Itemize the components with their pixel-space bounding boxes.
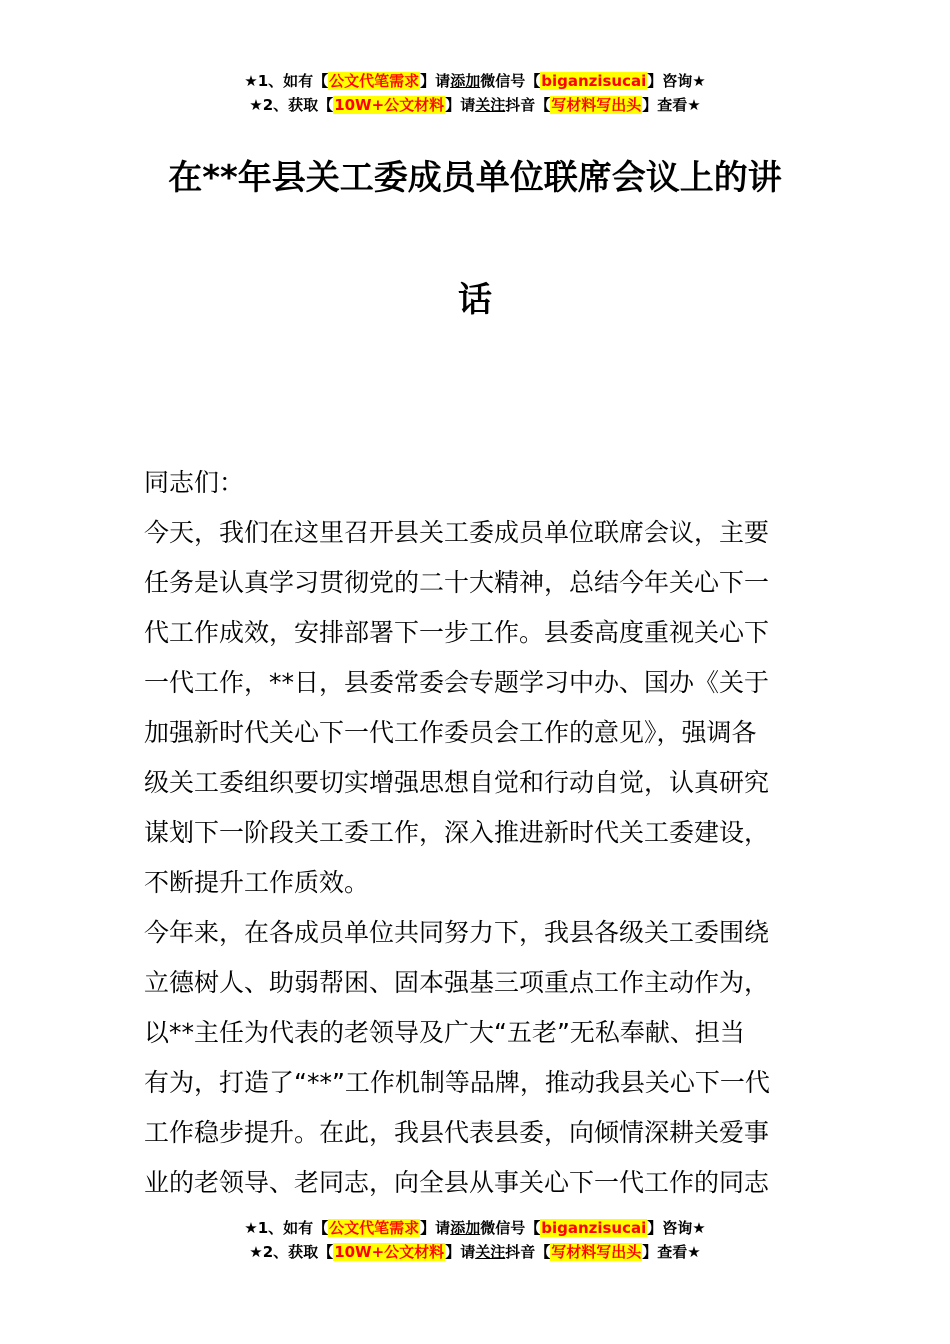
banner-text: 】查看★	[642, 96, 701, 114]
banner-text: ★1、如有【	[244, 72, 329, 90]
document-title-line-1: 在**年县关工委成员单位联席会议上的讲	[168, 158, 782, 198]
body-line: 谋划下一阶段关工委工作，深入推进新时代关工委建设，	[144, 818, 770, 847]
highlight-douyin-account: 写材料写出头	[551, 1243, 642, 1261]
header-banner-line-1	[0, 69, 950, 93]
body-line: 立德树人、助弱帮困、固本强基三项重点工作主动作为，	[144, 968, 770, 997]
body-line: 任务是认真学习贯彻党的二十大精神，总结今年关心下一	[144, 568, 770, 597]
footer-banner-line-2	[0, 1240, 950, 1264]
banner-text: 】请	[445, 96, 476, 114]
banner-text: 】请	[420, 1219, 451, 1237]
highlight-service: 公文代笔需求	[329, 72, 420, 90]
banner-text: 】请	[445, 1243, 476, 1261]
body-line: 一代工作，**日，县委常委会专题学习中办、国办《关于	[144, 668, 770, 697]
document-title-line-2: 话	[458, 280, 492, 320]
banner-underline: 关注	[475, 1243, 506, 1261]
highlight-materials: 10W+公文材料	[334, 1243, 445, 1261]
banner-text: 抖音【	[505, 1243, 551, 1261]
banner-text: ★2、获取【	[249, 1243, 334, 1261]
banner-text: 】咨询★	[647, 72, 706, 90]
highlight-materials: 10W+公文材料	[334, 96, 445, 114]
body-line: 级关工委组织要切实增强思想自觉和行动自觉，认真研究	[144, 768, 770, 797]
header-banner-line-2	[0, 93, 950, 117]
body-line: 工作稳步提升。在此，我县代表县委，向倾情深耕关爱事	[144, 1118, 770, 1147]
salutation: 同志们：	[144, 468, 245, 497]
banner-text: ★1、如有【	[244, 1219, 329, 1237]
body-line: 今天，我们在这里召开县关工委成员单位联席会议，主要	[144, 518, 770, 547]
highlight-douyin-account: 写材料写出头	[551, 96, 642, 114]
banner-underline: 关注	[475, 96, 506, 114]
document-body	[144, 458, 808, 1208]
highlight-service: 公文代笔需求	[329, 1219, 420, 1237]
body-line: 不断提升工作质效。	[144, 868, 370, 897]
banner-text: 】请	[420, 72, 451, 90]
banner-text: ★2、获取【	[249, 96, 334, 114]
banner-text: 】查看★	[642, 1243, 701, 1261]
banner-text: 】咨询★	[647, 1219, 706, 1237]
footer-banner-line-1	[0, 1216, 950, 1240]
body-line: 代工作成效，安排部署下一步工作。县委高度重视关心下	[144, 618, 770, 647]
banner-underline: 添加	[450, 72, 481, 90]
body-line: 以**主任为代表的老领导及广大“五老”无私奉献、担当	[144, 1018, 745, 1047]
banner-text: 微信号【	[480, 72, 541, 90]
body-line: 加强新时代关心下一代工作委员会工作的意见》，强调各	[144, 718, 757, 747]
body-line: 今年来，在各成员单位共同努力下，我县各级关工委围绕	[144, 918, 770, 947]
highlight-wechat-id: biganzisucai	[541, 72, 647, 90]
body-line: 有为，打造了“**”工作机制等品牌，推动我县关心下一代	[144, 1068, 770, 1097]
body-line: 业的老领导、老同志，向全县从事关心下一代工作的同志	[144, 1168, 770, 1197]
footer-banner	[0, 1216, 950, 1264]
highlight-wechat-id: biganzisucai	[541, 1219, 647, 1237]
banner-text: 微信号【	[480, 1219, 541, 1237]
banner-text: 抖音【	[505, 96, 551, 114]
banner-underline: 添加	[450, 1219, 481, 1237]
header-banner	[0, 69, 950, 117]
